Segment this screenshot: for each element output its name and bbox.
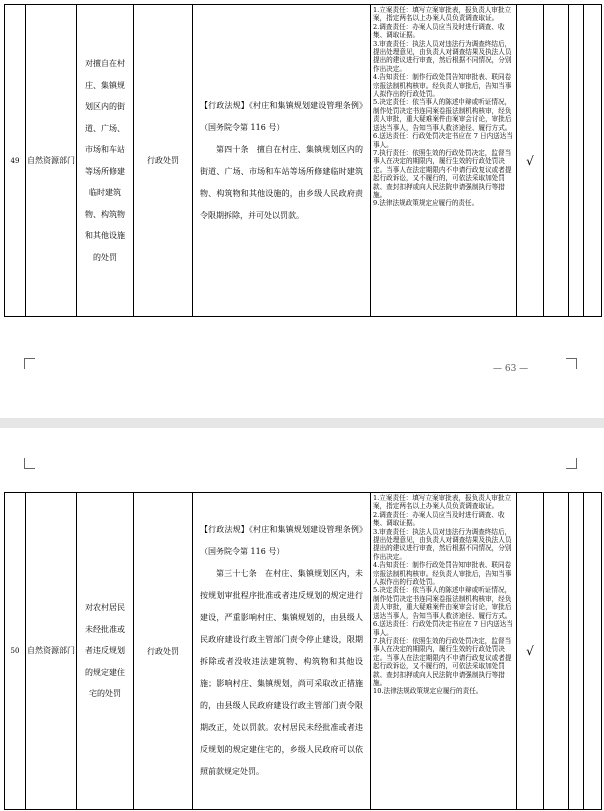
crop-mark <box>24 358 35 369</box>
legal-basis-article: 第三十七条 在村庄、集镇规划区内，未按规划审批程序批准或者违反规划的规定进行建设，严重影响村庄、集镇规划的，由县级人民政府建设行政主管部门责令停止建设，限期拆除或者没收违法建筑物、构筑物和其他设施；影响村庄、集镇规划，尚可采取改正措施的，由县级人民政府建设行政主管部门责令限期改正，处以罚款。农村居民未经批准或者违反规划的规定建住宅的，乡级人民政府可以依照前款规定处罚。 <box>200 569 363 776</box>
responsibility-item: 7.执行责任：依照生效的行政处罚决定，监督当事人在决定的期限内，履行生效的行政处罚决定。当事人在法定期限内不申请行政复议或者提起行政诉讼，又不履行的，可依法采取加处罚款、查封扣押或向人民法院申请强制执行等措施。 <box>373 148 512 199</box>
legal-basis-heading: 【行政法规】《村庄和集镇规划建设管理条例》（国务院令第 116 号） <box>200 525 363 556</box>
item-type: 行政处罚 <box>134 5 193 317</box>
item-type: 行政处罚 <box>134 493 193 810</box>
legal-basis-heading: 【行政法规】《村庄和集镇规划建设管理条例》（国务院令第 116 号） <box>200 100 363 132</box>
duty-table-row-50 <box>4 492 602 810</box>
page-number: — 63 — <box>493 364 529 374</box>
empty-cell <box>544 493 569 810</box>
responsibility-item: 3.审查责任：执法人员对违法行为调查终结后，提出处理意见，由负责人对调查结果及执法人员提出的建议进行审查，然后根据不同情况，分别作出决定。 <box>373 39 512 73</box>
responsibility-item: 5.决定责任：依当事人的陈述申辩或听证情况，制作处罚决定书连同案卷报法制机构核审，经负责人审批，重大疑难案件由案审会讨论，审批后送达当事人，告知当事人救济途径、履行方式。 <box>373 586 512 620</box>
empty-cell <box>569 493 584 810</box>
responsibility-item: 10.法律法规政策规定应履行的责任。 <box>373 687 483 696</box>
legal-basis-article: 第四十条 擅自在村庄、集镇规划区内的街道、广场、市场和车站等场所修建临时建筑物、构筑物和其他设施的，由乡级人民政府责令限期拆除，并可处以罚款。 <box>200 144 363 220</box>
responsibility-item: 4.告知责任：制作行政处罚告知审批表、联同卷宗报法制机构核审。经负责人审批后，告知当事人拟作出的行政处罚。 <box>373 561 512 587</box>
item-name: 对擅自在村庄、集镇规划区内的街道、广场、市场和车站等场所修建临时建筑物、构筑物和其他设施的处罚 <box>77 5 134 317</box>
responsibility-list <box>371 493 517 810</box>
page-separator <box>0 418 604 428</box>
item-name: 对农村居民未经批准或者违反规划的规定建住宅的处罚 <box>77 493 134 810</box>
check-mark: √ <box>517 5 544 317</box>
crop-mark <box>566 458 577 469</box>
responsibility-list <box>371 5 517 317</box>
responsibility-item: 9.法律法规政策规定应履行的责任。 <box>373 199 479 208</box>
crop-mark <box>566 358 577 369</box>
duty-table-row-49 <box>4 4 602 317</box>
responsibility-item: 7.执行责任：依照生效的行政处罚决定，监督当事人在决定的期限内，履行生效的行政处罚决定。当事人在法定期限内不申请行政复议或者提起行政诉讼，又不履行的，可依法采取加处罚款、查封扣押或向人民法院申请强制执行等措施。 <box>373 636 512 687</box>
responsibility-item: 2.调查责任：办案人员应当及时进行调查、收集、调取证据。 <box>373 510 505 528</box>
row-number: 49 <box>5 5 26 317</box>
empty-cell <box>584 5 602 317</box>
responsibility-item: 1.立案责任：填写立案审批表，报负责人审批立案，指定两名以上办案人员负责调查取证。 <box>373 494 512 511</box>
row-number: 50 <box>5 493 26 810</box>
document-page-2 <box>0 428 604 811</box>
empty-cell <box>584 493 602 810</box>
legal-basis <box>193 5 371 317</box>
legal-basis <box>193 493 371 810</box>
responsibility-item: 4.告知责任：制作行政处罚告知审批表、联同卷宗报法制机构核审。经负责人审批后，告知当事人拟作出的行政处罚。 <box>373 73 512 99</box>
check-mark: √ <box>517 493 544 810</box>
responsibility-item: 5.决定责任：依当事人的陈述申辩或听证情况，制作处罚决定书连同案卷报法制机构核审，经负责人审批，重大疑难案件由案审会讨论，审批后送达当事人，告知当事人救济途径、履行方式。 <box>373 98 512 132</box>
empty-cell <box>544 5 569 317</box>
department: 自然资源部门 <box>26 5 77 317</box>
responsibility-item: 6.送达责任：行政处罚决定书应在 7 日内送达当事人。 <box>373 620 513 637</box>
empty-cell <box>569 5 584 317</box>
responsibility-item: 6.送达责任：行政处罚决定书应在 7 日内送达当事人。 <box>373 132 513 149</box>
responsibility-item: 2.调查责任：办案人员应当及时进行调查、收集、调取证据。 <box>373 22 505 40</box>
department: 自然资源部门 <box>26 493 77 810</box>
responsibility-item: 3.审查责任：执法人员对违法行为调查终结后，提出处理意见，由负责人对调查结果及执法人员提出的建议进行审查，然后根据不同情况，分别作出决定。 <box>373 527 512 561</box>
responsibility-item: 1.立案责任：填写立案审批表，报负责人审批立案，指定两名以上办案人员负责调查取证。 <box>373 6 512 23</box>
crop-mark <box>24 458 35 469</box>
